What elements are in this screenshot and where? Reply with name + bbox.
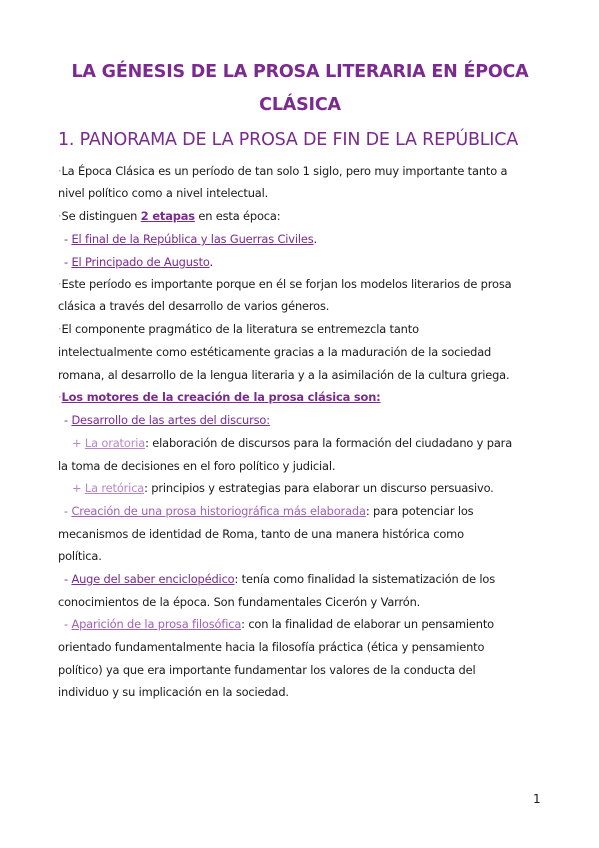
etapa-item-1: - El final de la República y las Guerras Civiles. <box>64 232 318 246</box>
paragraph-1-line-1: ·La Época Clásica es un período de tan solo 1 siglo, pero muy importante tanto a <box>58 164 508 178</box>
oratoria-line-2: la toma de decisiones en el foro político y judicial. <box>58 459 336 473</box>
motores-heading: ·Los motores de la creación de la prosa clásica son: <box>58 390 381 404</box>
section-heading: 1. PANORAMA DE LA PROSA DE FIN DE LA REPÚBLICA <box>58 130 519 150</box>
motor-3-line-2: conocimientos de la época. Son fundamentales Cicerón y Varrón. <box>58 595 421 609</box>
paragraph-2: ·Se distinguen 2 etapas en esta época: <box>58 209 281 223</box>
page-number: 1 <box>533 792 541 806</box>
paragraph-3-line-2: clásica a través del desarrollo de varios géneros. <box>58 299 330 313</box>
motor-2-line-1: - Creación de una prosa historiográfica más elaborada: para potenciar los <box>64 504 474 518</box>
motor-4-line-2: orientado fundamentalmente hacia la filosofía práctica (ética y pensamiento <box>58 640 485 654</box>
etapa-2-text: El Principado de Augusto <box>71 255 210 269</box>
bullet-dot: · <box>58 209 62 223</box>
motor-3-line-1: - Auge del saber enciclopédico: tenía como finalidad la sistematización de los <box>64 572 496 586</box>
motor-2-line-3: política. <box>58 549 102 563</box>
document-title-line2: CLÁSICA <box>259 95 341 115</box>
etapa-item-2: - El Principado de Augusto. <box>64 255 213 269</box>
retorica-line: + La retórica: principios y estrategias para elaborar un discurso persuasivo. <box>72 481 494 495</box>
bullet-dot: · <box>58 390 62 404</box>
motor-4-line-3: político) ya que era importante fundamentar los valores de la conducta del <box>58 663 476 677</box>
motor-1-title: - Desarrollo de las artes del discurso: <box>64 413 270 427</box>
paragraph-4-line-3: romana, al desarrollo de la lengua literaria y a la asimilación de la cultura griega. <box>58 368 510 382</box>
motor-4-line-1: - Aparición de la prosa filosófica: con la finalidad de elaborar un pensamiento <box>64 617 494 631</box>
motor-3-title: Auge del saber enciclopédico <box>71 572 235 586</box>
retorica-label: La retórica <box>84 481 145 495</box>
bullet-dot: · <box>58 277 62 291</box>
oratoria-label: La oratoria <box>84 436 146 450</box>
oratoria-line-1: + La oratoria: elaboración de discursos para la formación del ciudadano y para <box>72 436 513 450</box>
paragraph-3-line-1: ·Este período es importante porque en él se forjan los modelos literarios de prosa <box>58 277 512 291</box>
document-title-line1: LA GÉNESIS DE LA PROSA LITERARIA EN ÉPOCA <box>71 62 529 82</box>
bullet-dot: · <box>58 164 62 178</box>
paragraph-4-line-1: ·El componente pragmático de la literatura se entremezcla tanto <box>58 322 419 336</box>
paragraph-4-line-2: intelectualmente como estéticamente gracias a la maduración de la sociedad <box>58 345 492 359</box>
motor-2-line-2: mecanismos de identidad de Roma, tanto de una manera histórica como <box>58 527 464 541</box>
bullet-dot: · <box>58 322 62 336</box>
motor-2-title: Creación de una prosa historiográfica más elaborada <box>71 504 366 518</box>
etapas-link: 2 etapas <box>140 209 195 223</box>
etapa-1-text: El final de la República y las Guerras Civiles <box>71 232 314 246</box>
motor-4-line-4: individuo y su implicación en la sociedad. <box>58 685 289 699</box>
motor-4-title: Aparición de la prosa filosófica <box>71 617 242 631</box>
paragraph-1-line-2: nivel político como a nivel intelectual. <box>58 186 269 200</box>
